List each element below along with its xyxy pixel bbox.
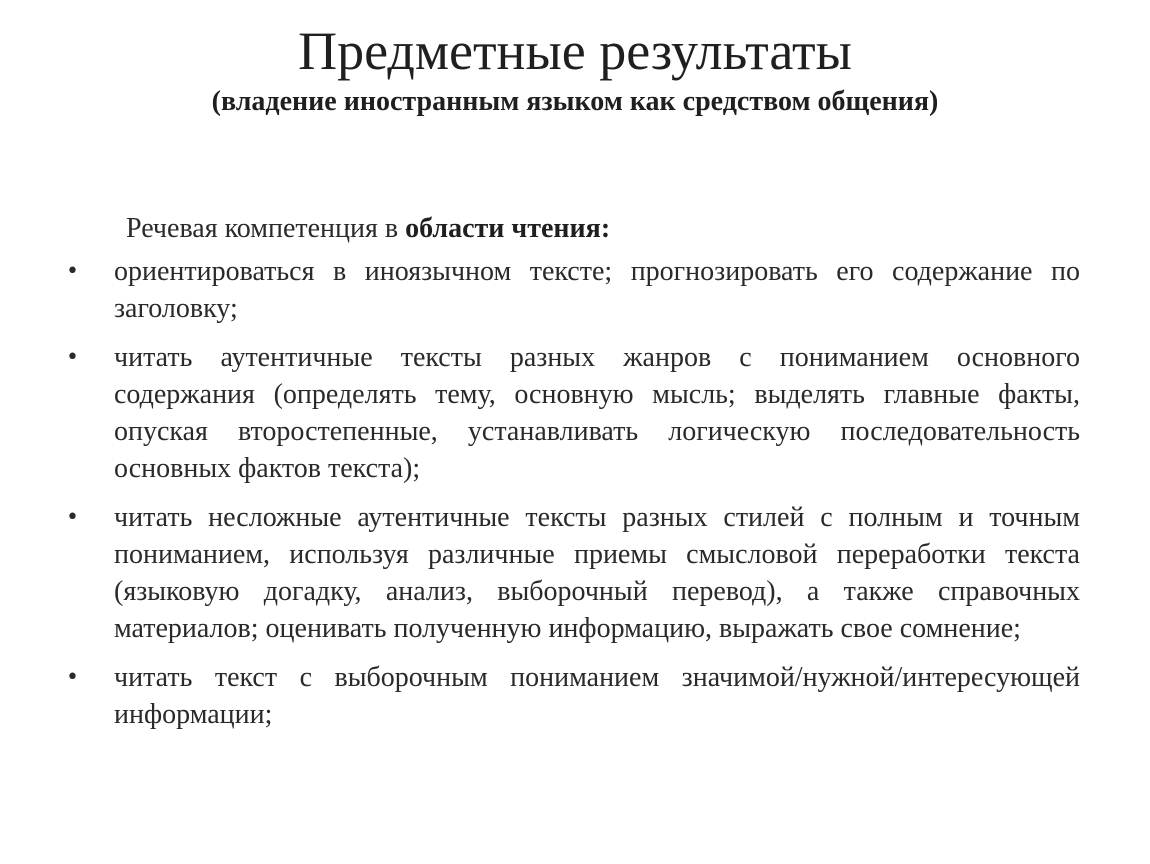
slide-body <box>66 210 1080 745</box>
bullet-icon: • <box>66 259 79 284</box>
bullet-list <box>66 253 1080 733</box>
bullet-icon: • <box>66 505 79 530</box>
list-item-text: ориентироваться в иноязычном тексте; прогнозировать его содержание по заголовку; <box>114 256 1080 324</box>
bullet-icon: • <box>66 345 79 370</box>
slide-subtitle: (владение иностранным языком как средством общения) <box>211 86 939 117</box>
list-item-text: читать несложные аутентичные тексты разных стилей с полным и точным пониманием, используя различные приемы смысловой переработки текста (языковую догадку, анализ, выборочный перевод), а также справочных материалов; оценивать полученную информацию, выражать свое сомнение; <box>114 502 1080 644</box>
intro-emphasis: области чтения: <box>405 213 611 244</box>
list-item-text: читать текст с выборочным пониманием значимой/нужной/интересующей информации; <box>114 662 1080 730</box>
list-item <box>66 659 1080 733</box>
bullet-icon: • <box>66 665 79 690</box>
slide-title: Предметные результаты <box>298 21 852 81</box>
list-item <box>66 499 1080 647</box>
intro-line <box>126 210 1080 247</box>
intro-prefix: Речевая компетенция в <box>126 213 406 244</box>
list-item <box>66 253 1080 327</box>
list-item <box>66 339 1080 487</box>
list-item-text: читать аутентичные тексты разных жанров с пониманием основного содержания (определять тему, основную мысль; выделять главные факты, опуская второстепенные, устанавливать логическую последовательность основных фактов текста); <box>114 342 1080 484</box>
